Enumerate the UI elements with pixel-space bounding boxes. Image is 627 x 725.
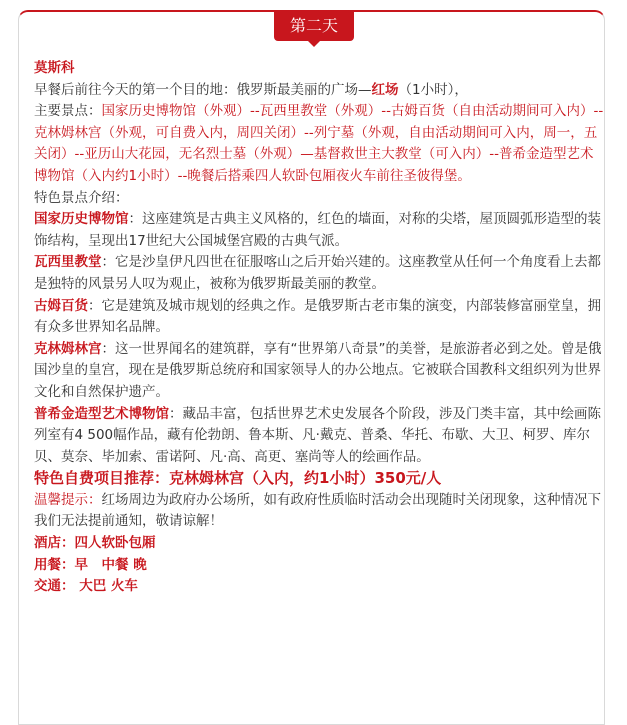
day-tab: 第二天 xyxy=(274,11,354,41)
tip-paragraph: 温馨提示：红场周边为政府办公场所，如有政府性质临时活动会出现随时关闭现象，这种情况下我们无法提前通知，敬请谅解！ xyxy=(34,491,601,530)
sight-st-basil: 瓦西里教堂：它是沙皇伊凡四世在征服喀山之后开始兴建的。这座教堂从任何一个角度看上去都是独特的风景另人叹为观止，被称为俄罗斯最美丽的教堂。 xyxy=(34,254,601,292)
morning-line: 早餐后前往今天的第一个目的地：俄罗斯最美丽的广场—红场（1小时）， xyxy=(34,81,468,98)
sight-name: 普希金造型艺术博物馆 xyxy=(34,405,169,422)
attractions-paragraph: 主要景点：国家历史博物馆（外观）--瓦西里教堂（外观）--古姆百货（自由活动期间可入内）--克林姆林宫（外观，可自费入内，周四关闭）--列宁墓（外观，自由活动期间可入内，周一，五关闭）--亚历山大花园，无名烈士墓（外观）—基督救世主大教堂（可入内）--普希金造型艺术博物馆（入内约1小时）--晚餐后搭乘四人软卧包厢夜火车前往圣彼得堡。 xyxy=(34,103,604,184)
sight-name: 克林姆林宫 xyxy=(34,340,102,357)
transport-info: 交通： 大巴 火车 xyxy=(34,578,138,595)
sight-name: 瓦西里教堂 xyxy=(34,254,102,271)
city-title: 莫斯科 xyxy=(34,60,75,76)
hotel-info: 酒店：四人软卧包厢 xyxy=(34,535,156,552)
red-square-highlight: 红场 xyxy=(371,81,399,98)
intro-label: 特色景点介绍： xyxy=(34,189,129,206)
sight-name: 国家历史博物馆 xyxy=(34,211,129,228)
meals-info: 用餐：早 中餐 晚 xyxy=(34,556,147,573)
itinerary-content xyxy=(34,58,604,598)
sight-kremlin: 克林姆林宫：这一世界闻名的建筑群，享有“世界第八奇景”的美誉，是旅游者必到之处。曾是俄国沙皇的皇宫，现在是俄罗斯总统府和国家领导人的办公地点。它被联合国教科文组织列为世界文化和自然保护遗产。 xyxy=(34,340,602,400)
attractions-route: 国家历史博物馆（外观）--瓦西里教堂（外观）--古姆百货（自由活动期间可入内）--克林姆林宫（外观，可自费入内，周四关闭）--列宁墓（外观，自由活动期间可入内，周一，五关闭）--亚历山大花园，无名烈士墓（外观）—基督救世主大教堂（可入内）--普希金造型艺术博物馆（入内约1小时）--晚餐后搭乘四人软卧包厢夜火车前往圣彼得堡。 xyxy=(34,103,604,184)
sight-history-museum: 国家历史博物馆：这座建筑是古典主义风格的，红色的墙面，对称的尖塔，屋顶圆弧形造型的装饰结构，呈现出17世纪大公国城堡宫殿的古典气派。 xyxy=(34,211,601,249)
sight-name: 古姆百货 xyxy=(34,297,88,314)
sight-gum: 古姆百货：它是建筑及城市规划的经典之作。是俄罗斯古老市集的演变，内部装修富丽堂皇，拥有众多世界知名品牌。 xyxy=(34,297,601,336)
sight-pushkin-museum: 普希金造型艺术博物馆：藏品丰富，包括世界艺术史发展各个阶段，涉及门类丰富，其中绘画陈列室有4 500幅作品，藏有伦勃朗、鲁本斯、凡·戴克、普桑、华托、布歇、大卫、柯罗、库尔贝、莫奈、毕加索、雷诺阿、凡·高、高更、塞尚等人的绘画作品。 xyxy=(34,405,601,465)
tip-label: 温馨提示： xyxy=(34,491,102,508)
optional-recommendation: 特色自费项目推荐：克林姆林宫（入内，约1小时）350元/人 xyxy=(34,469,442,488)
